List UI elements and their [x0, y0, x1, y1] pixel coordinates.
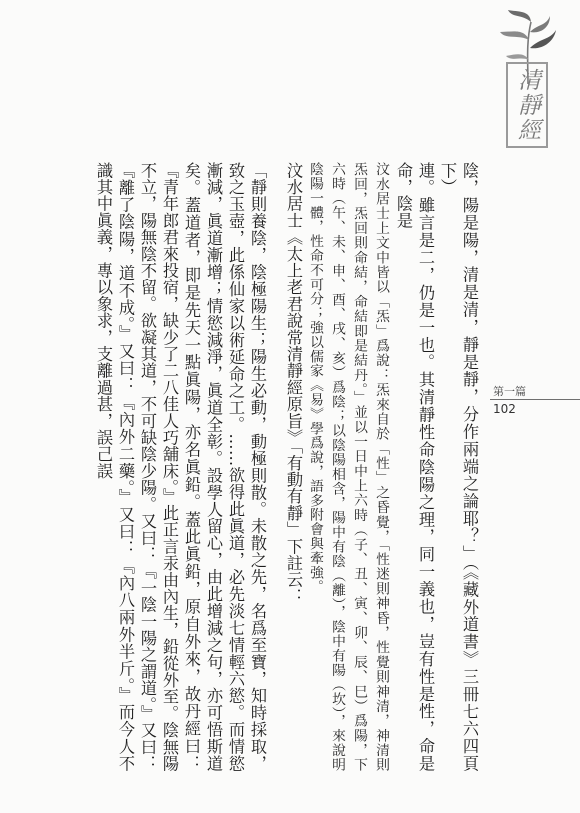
page-number: 102 — [493, 402, 516, 416]
section-label: 第一篇 — [493, 385, 526, 398]
series-title-frame — [506, 62, 548, 148]
series-title: 清靜經 — [514, 67, 540, 143]
page-body — [94, 162, 480, 772]
annotation-paragraph: 汶水居士上文中皆以「炁」爲說：炁來自於「性」之昏覺，「性迷則神昏，性覺則神清，神清則炁回，炁回則命結，命結即是結丹。」並以一日中上六時（子、丑、寅、卯、辰、巳）爲陽，下六時（午、未、申、酉、戌、亥）爲陰；以陰陽相含，陽中有陰（離），陰中有陽（坎），來說明陰陽一體，性命不可分；強以儒家《易》學爲說，語多附會與牽強。 — [307, 162, 389, 772]
paragraph-continuation-1: 陰，陽是陽，清是清，靜是靜，分作兩端之論耶？」（《藏外道書》三冊七六四頁下） — [438, 162, 479, 772]
header-divider — [490, 399, 580, 400]
citation-intro: 汶水居士《太上老君說常清靜經原旨》「有動有靜」下註云： — [284, 162, 303, 605]
block-quote: 「靜則養陰，陰極陽生；陽生必動，動極則散。未散之先，名爲至寶，知時採取，致之玉壺，此係仙家以術延命之工。……欲得此眞道，必先淡七情輕六慾。而情慾漸減，眞道漸增；情慾減淨，眞道全彰。設學人留心，由此增減之句，亦可悟斯道矣。蓋道者，即是先天一點眞陽，亦名眞鉛。蓋此眞鉛，原自外來，故丹經曰：『青年郎君來投宿，缺少了二八佳人巧舖床。』此正言汞由內生，鉛從外至。陰無陽不立，陽無陰不留。欲凝其道，不可缺陰少陽。又曰：『一陰一陽之謂道。』又曰：『離了陰陽，道不成。』又曰：『內外二藥。』又曰：『內八兩外半斤。』而今人不識其中眞義，專以象求，支離過甚，誤己誤 — [94, 162, 267, 772]
paragraph-continuation-2: 連。雖言是二，仍是一也。其清靜性命陰陽之理，同一義也，豈有性是性，命是命，陰是 — [394, 162, 435, 772]
